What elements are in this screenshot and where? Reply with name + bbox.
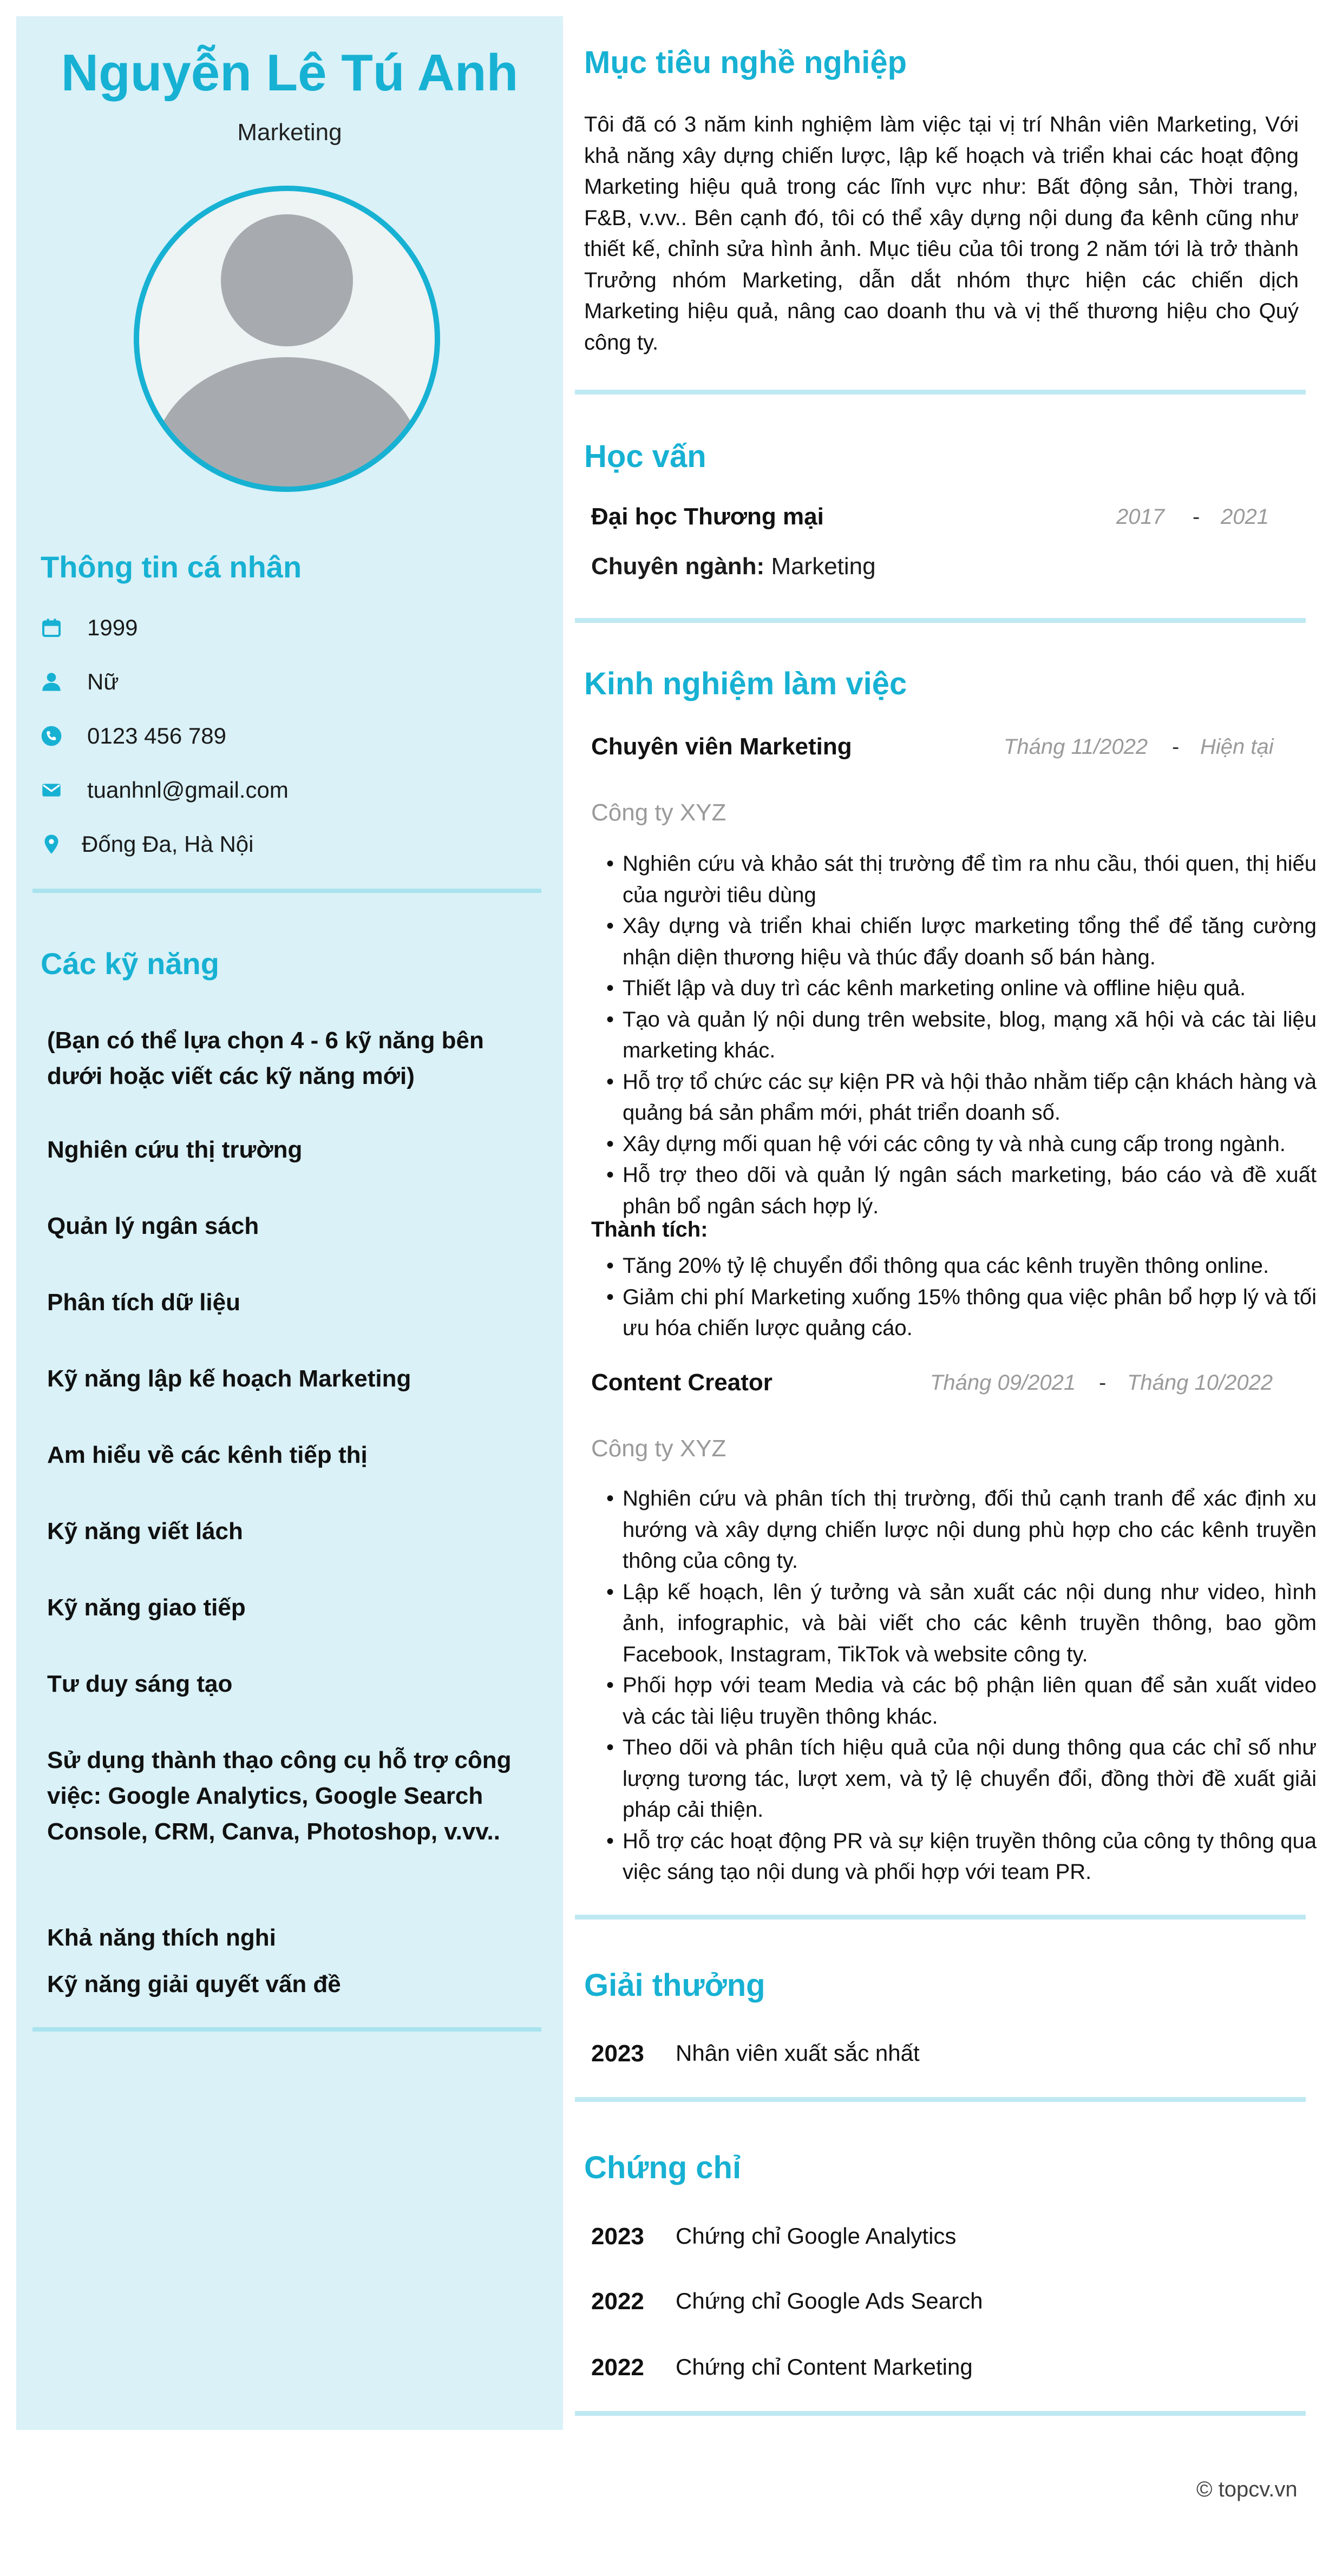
achievements-label: Thành tích: bbox=[591, 1218, 708, 1241]
list-item: • Nghiên cứu và phân tích thị trường, đối thủ cạnh tranh để xác định xu hướng và xây dựng chiến lược nội dung phù hợp cho các kênh truyền thông của công ty. bbox=[606, 1483, 1317, 1577]
phone-row bbox=[41, 720, 226, 752]
certificate-year: 2023 bbox=[591, 2223, 644, 2250]
list-item: • Xây dựng mối quan hệ với các công ty và nhà cung cấp trong ngành. bbox=[606, 1129, 1317, 1160]
job-end: Hiện tại bbox=[1200, 735, 1274, 759]
list-item: • Hỗ trợ tổ chức các sự kiện PR và hội thảo nhằm tiếp cận khách hàng và quảng bá sản phẩm mới, phát triển doanh số. bbox=[606, 1067, 1317, 1129]
education-heading: Học vấn bbox=[584, 439, 706, 474]
award-year: 2023 bbox=[591, 2040, 644, 2067]
address: Đống Đa, Hà Nội bbox=[82, 831, 254, 857]
skill-item: Kỹ năng lập kế hoạch Marketing bbox=[47, 1365, 411, 1392]
job-company: Công ty XYZ bbox=[591, 1435, 726, 1462]
section-divider bbox=[575, 2411, 1306, 2416]
section-divider bbox=[575, 2097, 1306, 2102]
section-divider bbox=[575, 390, 1306, 395]
job-title: Chuyên viên Marketing bbox=[591, 733, 852, 760]
job-duties-list bbox=[606, 849, 1317, 1222]
certificates-heading: Chứng chỉ bbox=[584, 2150, 742, 2185]
skill-item: Kỹ năng viết lách bbox=[47, 1518, 243, 1545]
personal-info-heading: Thông tin cá nhân bbox=[41, 550, 302, 584]
awards-heading: Giải thưởng bbox=[584, 1968, 765, 2003]
section-divider bbox=[575, 618, 1306, 623]
skill-item: Kỹ năng giao tiếp bbox=[47, 1594, 246, 1621]
skill-item: Am hiểu về các kênh tiếp thị bbox=[47, 1442, 368, 1468]
job-dash: - bbox=[1099, 1371, 1107, 1395]
major: Marketing bbox=[771, 553, 876, 580]
list-item: • Xây dựng và triển khai chiến lược marketing tổng thể để tăng cường nhận diện thương hiệu và thúc đẩy doanh số bán hàng. bbox=[606, 911, 1317, 973]
education-end: 2021 bbox=[1221, 505, 1269, 529]
phone[interactable]: 0123 456 789 bbox=[87, 723, 226, 748]
list-item: • Hỗ trợ các hoạt động PR và sự kiện truyền thông của công ty thông qua việc sáng tạo nội dung và phối hợp với team PR. bbox=[606, 1826, 1317, 1888]
skill-item: Quản lý ngân sách bbox=[47, 1213, 259, 1239]
job-dash: - bbox=[1172, 735, 1180, 759]
skill-item: Kỹ năng giải quyết vấn đề bbox=[47, 1971, 341, 1997]
list-item: • Hỗ trợ theo dõi và quản lý ngân sách marketing, báo cáo và đề xuất phân bổ ngân sách hợp lý. bbox=[606, 1160, 1317, 1222]
list-item: • Nghiên cứu và khảo sát thị trường để tìm ra nhu cầu, thói quen, thị hiếu của người tiêu dùng bbox=[606, 849, 1317, 911]
education-start: 2017 bbox=[1116, 505, 1164, 529]
list-item: • Tăng 20% tỷ lệ chuyển đổi thông qua các kênh truyền thông online. bbox=[606, 1251, 1317, 1282]
sidebar-divider bbox=[32, 889, 541, 893]
email[interactable]: tuanhnl@gmail.com bbox=[87, 777, 289, 803]
skill-item: Tư duy sáng tạo bbox=[47, 1671, 233, 1697]
birth-year: 1999 bbox=[87, 615, 138, 640]
job-duties-list bbox=[606, 1483, 1317, 1888]
experience-heading: Kinh nghiệm làm việc bbox=[584, 666, 907, 701]
list-item: • Giảm chi phí Marketing xuống 15% thông qua việc phân bổ hợp lý và tối ưu hóa chiến lược quảng cáo. bbox=[606, 1282, 1317, 1344]
certificate-text: Chứng chỉ Google Ads Search bbox=[676, 2288, 983, 2314]
job-title: Content Creator bbox=[591, 1369, 773, 1396]
sidebar bbox=[16, 16, 563, 2430]
certificate-year: 2022 bbox=[591, 2288, 644, 2315]
main-content bbox=[575, 16, 1317, 2424]
job-end: Tháng 10/2022 bbox=[1127, 1371, 1273, 1395]
skill-item: (Bạn có thể lựa chọn 4 - 6 kỹ năng bên dưới hoặc viết các kỹ năng mới) bbox=[47, 1027, 484, 1089]
list-item: • Tạo và quản lý nội dung trên website, blog, mạng xã hội và các tài liệu marketing khác. bbox=[606, 1004, 1317, 1067]
sidebar-divider bbox=[32, 2027, 541, 2032]
certificate-text: Chứng chỉ Content Marketing bbox=[676, 2354, 973, 2380]
skill-item: Sử dụng thành thạo công cụ hỗ trợ công việc: Google Analytics, Google Search Console, CRM, Canva, Photoshop, v.vv.. bbox=[47, 1747, 512, 1845]
email-row bbox=[41, 774, 289, 806]
list-item: • Phối hợp với team Media và các bộ phận liên quan để sản xuất video và các tài liệu truyền thông khác. bbox=[606, 1670, 1317, 1732]
job-start: Tháng 09/2021 bbox=[930, 1371, 1076, 1395]
footer-credit[interactable]: © topcv.vn bbox=[1196, 2478, 1298, 2501]
list-item: • Lập kế hoạch, lên ý tưởng và sản xuất các nội dung như video, hình ảnh, infographic, và bài viết cho các kênh truyền thông, bao gồm Facebook, Instagram, TikTok và website công ty. bbox=[606, 1577, 1317, 1671]
major-label: Chuyên ngành: bbox=[591, 553, 765, 580]
skill-item: Nghiên cứu thị trường bbox=[47, 1136, 303, 1163]
map-pin-icon bbox=[41, 833, 62, 855]
skills-heading: Các kỹ năng bbox=[41, 947, 219, 981]
certificate-year: 2022 bbox=[591, 2354, 644, 2381]
avatar-placeholder-icon bbox=[132, 184, 442, 494]
job-company: Công ty XYZ bbox=[591, 799, 726, 826]
education-dash: - bbox=[1193, 505, 1200, 529]
candidate-name: Nguyễn Lê Tú Anh bbox=[61, 44, 519, 102]
section-divider bbox=[575, 1915, 1306, 1920]
objective-text: Tôi đã có 3 năm kinh nghiệm làm việc tại vị trí Nhân viên Marketing, Với khả năng xây dựng chiến lược, lập kế hoạch và triển khai các hoạt động Marketing hiệu quả trong các lĩnh vực như: Bất động sản, Thời trang, F&B, v.vv.. Bên cạnh đó, tôi có thể xây dựng nội dung đa kênh cũng như thiết kế, chỉnh sửa hình ảnh. Mục tiêu của tôi trong 2 năm tới là trở thành Trưởng nhóm Marketing, dẫn dắt nhóm thực hiện các chiến dịch Marketing hiệu quả, nâng cao doanh thu và vị thế thương hiệu cho Quý công ty. bbox=[584, 113, 1299, 354]
address-row bbox=[41, 828, 253, 860]
job-start: Tháng 11/2022 bbox=[1004, 735, 1148, 759]
gender-row bbox=[41, 666, 119, 698]
calendar-icon bbox=[41, 617, 62, 639]
candidate-role: Marketing bbox=[237, 119, 342, 146]
person-icon bbox=[41, 671, 62, 693]
skill-item: Khả năng thích nghi bbox=[47, 1924, 276, 1951]
objective-heading: Mục tiêu nghề nghiệp bbox=[584, 45, 907, 80]
list-item: • Theo dõi và phân tích hiệu quả của nội dung thông qua các chỉ số như lượng tương tác, lượt xem, và tỷ lệ chuyển đổi, đồng thời đề xuất giải pháp cải thiện. bbox=[606, 1732, 1317, 1826]
certificate-text: Chứng chỉ Google Analytics bbox=[676, 2223, 957, 2249]
list-item: • Thiết lập và duy trì các kênh marketing online và offline hiệu quả. bbox=[606, 973, 1317, 1004]
envelope-icon bbox=[41, 779, 62, 801]
major-row bbox=[591, 553, 876, 580]
birth-year-row bbox=[41, 612, 138, 644]
school-name: Đại học Thương mại bbox=[591, 503, 824, 530]
skill-item: Phân tích dữ liệu bbox=[47, 1289, 241, 1316]
achievements-list bbox=[606, 1251, 1317, 1344]
gender: Nữ bbox=[87, 669, 119, 694]
award-text: Nhân viên xuất sắc nhất bbox=[676, 2040, 920, 2066]
phone-icon bbox=[41, 725, 62, 747]
